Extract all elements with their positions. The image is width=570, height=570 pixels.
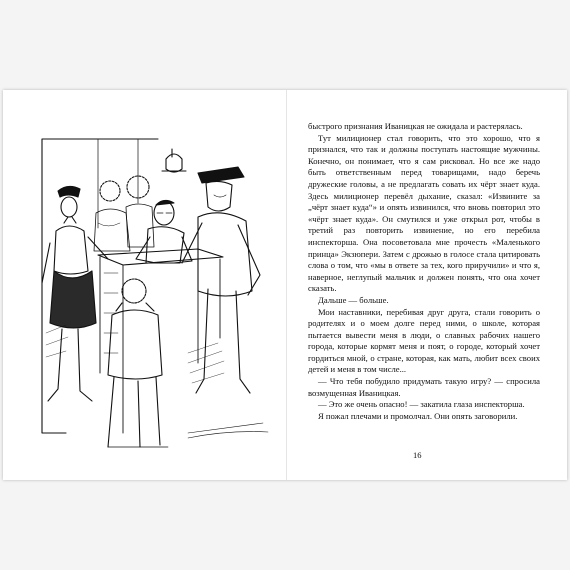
- paragraph: Дальше — больше.: [318, 294, 389, 305]
- paragraph: быстрого признания Иваницкая не ожидала и растерялась.: [308, 121, 523, 131]
- paragraph: — Это же очень опасно! — закатила глаза инспекторша.: [318, 399, 525, 410]
- page-text: [308, 121, 540, 422]
- paragraph: Я пожал плечами и промолчал. Они опять заговорили.: [318, 410, 518, 421]
- sketch-illustration: [38, 133, 273, 468]
- page-number: 16: [413, 450, 422, 460]
- paragraph: Мои наставники, перебивая друг друга, стали говорить о родителях и о моем долге перед ними, о школе, которая пытается вывести меня в люди, о славных рабочих нашего города, которые кормят меня и поят, о городе, который хочет гордиться мной, о стране, которая, как мать, любит всех своих детей и меня в том числе...: [308, 306, 540, 375]
- book-spread: [3, 90, 567, 480]
- paragraph: — Что тебя побудило придумать такую игру? — спросила возмущенная Иваницкая.: [308, 376, 540, 398]
- book-gutter: [286, 90, 287, 480]
- paragraph: Тут милиционер стал говорить, что это хорошо, что я признался, что так и должны поступать настоящие мужчины. Конечно, он понимает, что я сам рисковал. Но все же надо быть ответственным перед товарищами, надо беречь дружеские головы, а не предлагать совать их чёрт знает куда. Здесь милиционер перевёл дыхание, сказал: «Извините за „чёрт знает куда“» и опять извинился, что вновь повторил это «чёрт знает куда». Он смутился и уже открыл рот, чтобы в третий раз повторить извинение, но его перебила инспекторша. Она посоветовала мне прочесть «Маленького принца» Экзюпери. Затем с дрожью в голосе стала цитировать слова о том, что «мы в ответе за тех, кого приручили» и что я, наверное, неглупый мальчик и должен понять, что она хочет сказать.: [308, 132, 540, 294]
